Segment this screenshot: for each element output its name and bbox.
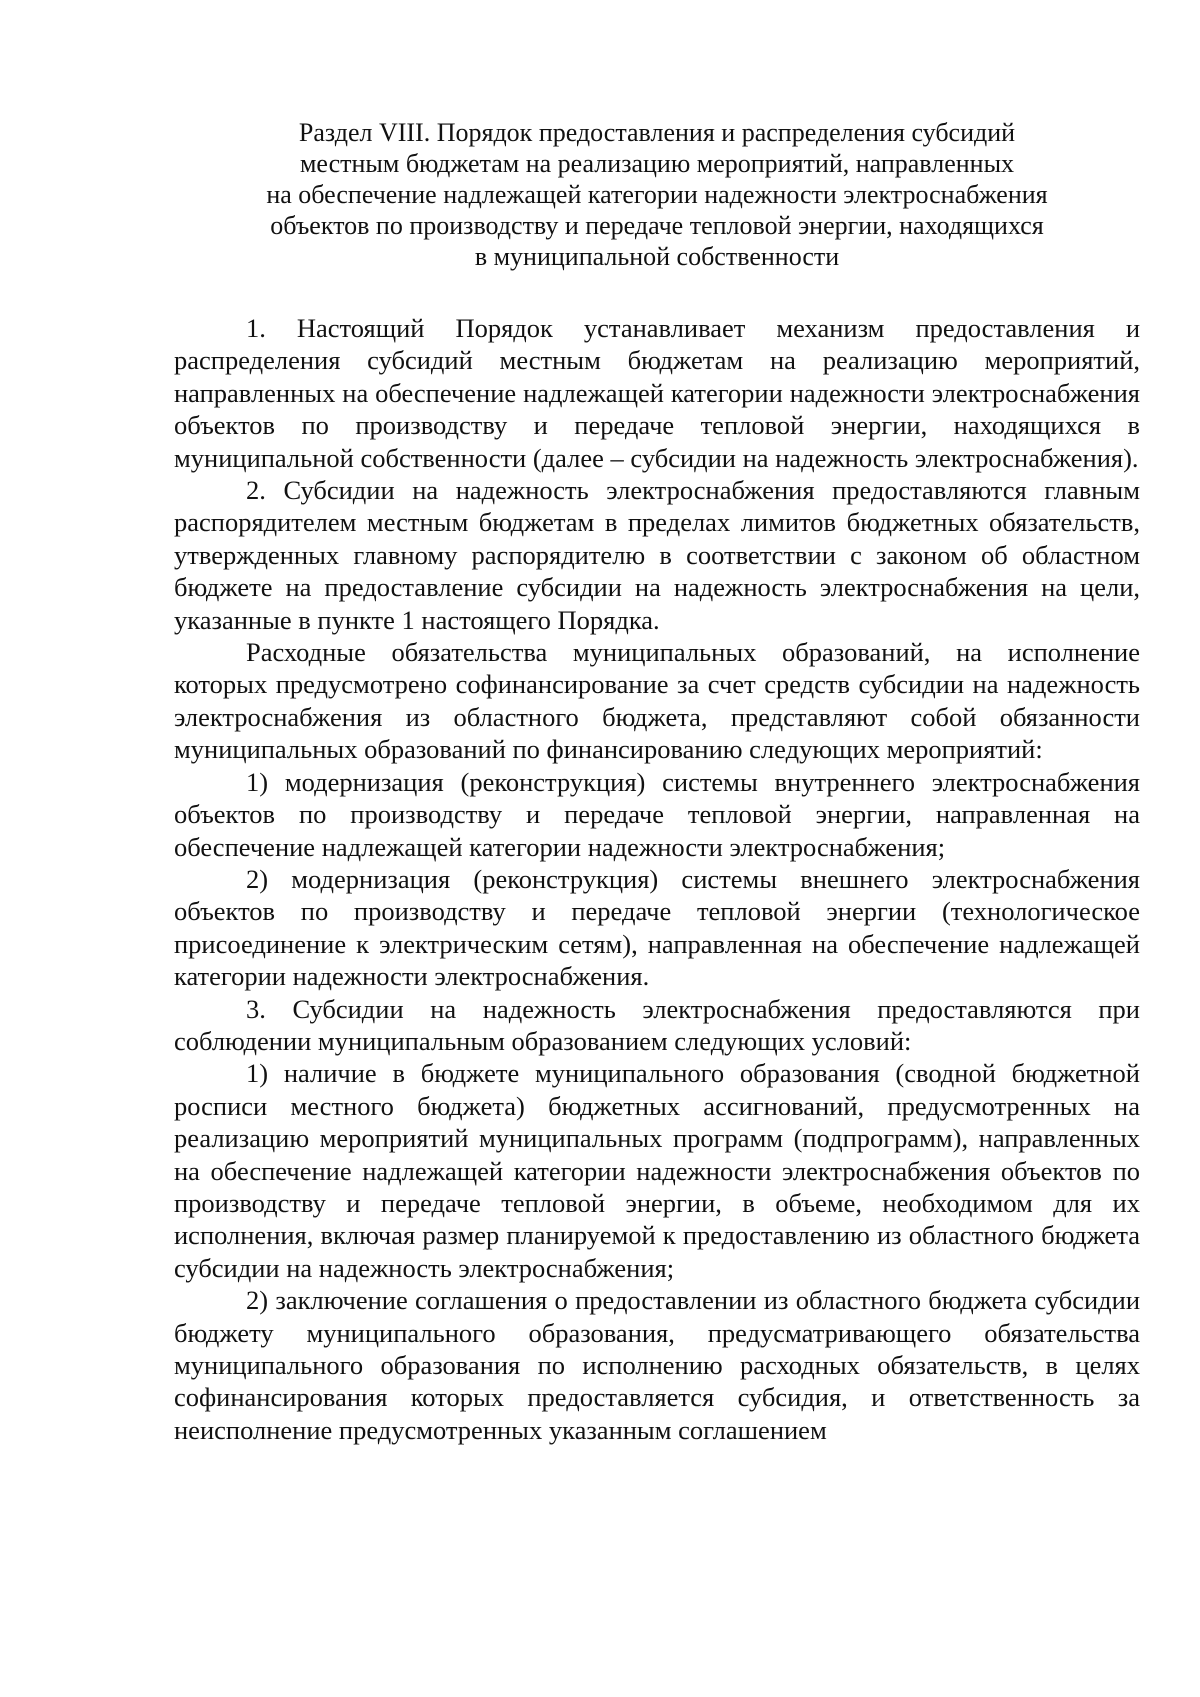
section-title-line: Раздел VIII. Порядок предоставления и распределения субсидий (298, 118, 1016, 147)
condition-agreement: 2) заключение соглашения о предоставлении из областного бюджета субсидии бюджету муниципального образования, предусматривающего обязательства муниципального образования по исполнению расходных обязательств, в целях софинансирования которых предоставляется субсидия, и ответственность за неисполнение предусмотренных указанным соглашением (174, 1285, 1140, 1445)
section-title-line: в муниципальной собственности (474, 242, 840, 271)
paragraph-expenditure-obligations: Расходные обязательства муниципальных образований, на исполнение которых предусмотрено софинансирование за счет средств субсидии на надежность электроснабжения из областного бюджета, представляют собой обязанности муниципальных образований по финансированию следующих мероприятий: (174, 637, 1140, 765)
section-title-line: объектов по производству и передаче тепловой энергии, находящихся (270, 211, 1044, 240)
paragraph-2-providing: 2. Субсидии на надежность электроснабжения предоставляются главным распорядителем местным бюджетам в пределах лимитов бюджетных обязательств, утвержденных главному распорядителю в соответствии с законом об областном бюджете на предоставление субсидии на надежность электроснабжения на цели, указанные в пункте 1 настоящего Порядка. (174, 475, 1140, 635)
paragraph-3-conditions: 3. Субсидии на надежность электроснабжения предоставляются при соблюдении муниципальным образованием следующих условий: (174, 993, 1140, 1056)
paragraph-1-purpose: 1. Настоящий Порядок устанавливает механизм предоставления и распределения субсидий местным бюджетам на реализацию мероприятий, направленных на обеспечение надлежащей категории надежности электроснабжения объектов по производству и передаче тепловой энергии, находящихся в муниципальной собственности (далее – субсидии на надежность электроснабжения). (174, 313, 1140, 473)
condition-budget-allocations: 1) наличие в бюджете муниципального образования (сводной бюджетной росписи местного бюджета) бюджетных ассигнований, предусмотренных на реализацию мероприятий муниципальных программ (подпрограмм), направленных на обеспечение надлежащей категории надежности электроснабжения объектов по производству и передаче тепловой энергии, в объеме, необходимом для их исполнения, включая размер планируемой к предоставлению из областного бюджета субсидии на надежность электроснабжения; (174, 1058, 1140, 1283)
document-body (174, 312, 1140, 1446)
section-title-line: на обеспечение надлежащей категории надежности электроснабжения (266, 180, 1048, 209)
list-item-internal-modernization: 1) модернизация (реконструкция) системы внутреннего электроснабжения объектов по производству и передаче тепловой энергии, направленная на обеспечение надлежащей категории надежности электроснабжения; (174, 766, 1140, 862)
section-title (174, 117, 1140, 272)
list-item-external-modernization: 2) модернизация (реконструкция) системы внешнего электроснабжения объектов по производству и передаче тепловой энергии (технологическое присоединение к электрическим сетям), направленная на обеспечение надлежащей категории надежности электроснабжения. (174, 863, 1140, 992)
section-title-line: местным бюджетам на реализацию мероприятий, направленных (299, 149, 1015, 178)
